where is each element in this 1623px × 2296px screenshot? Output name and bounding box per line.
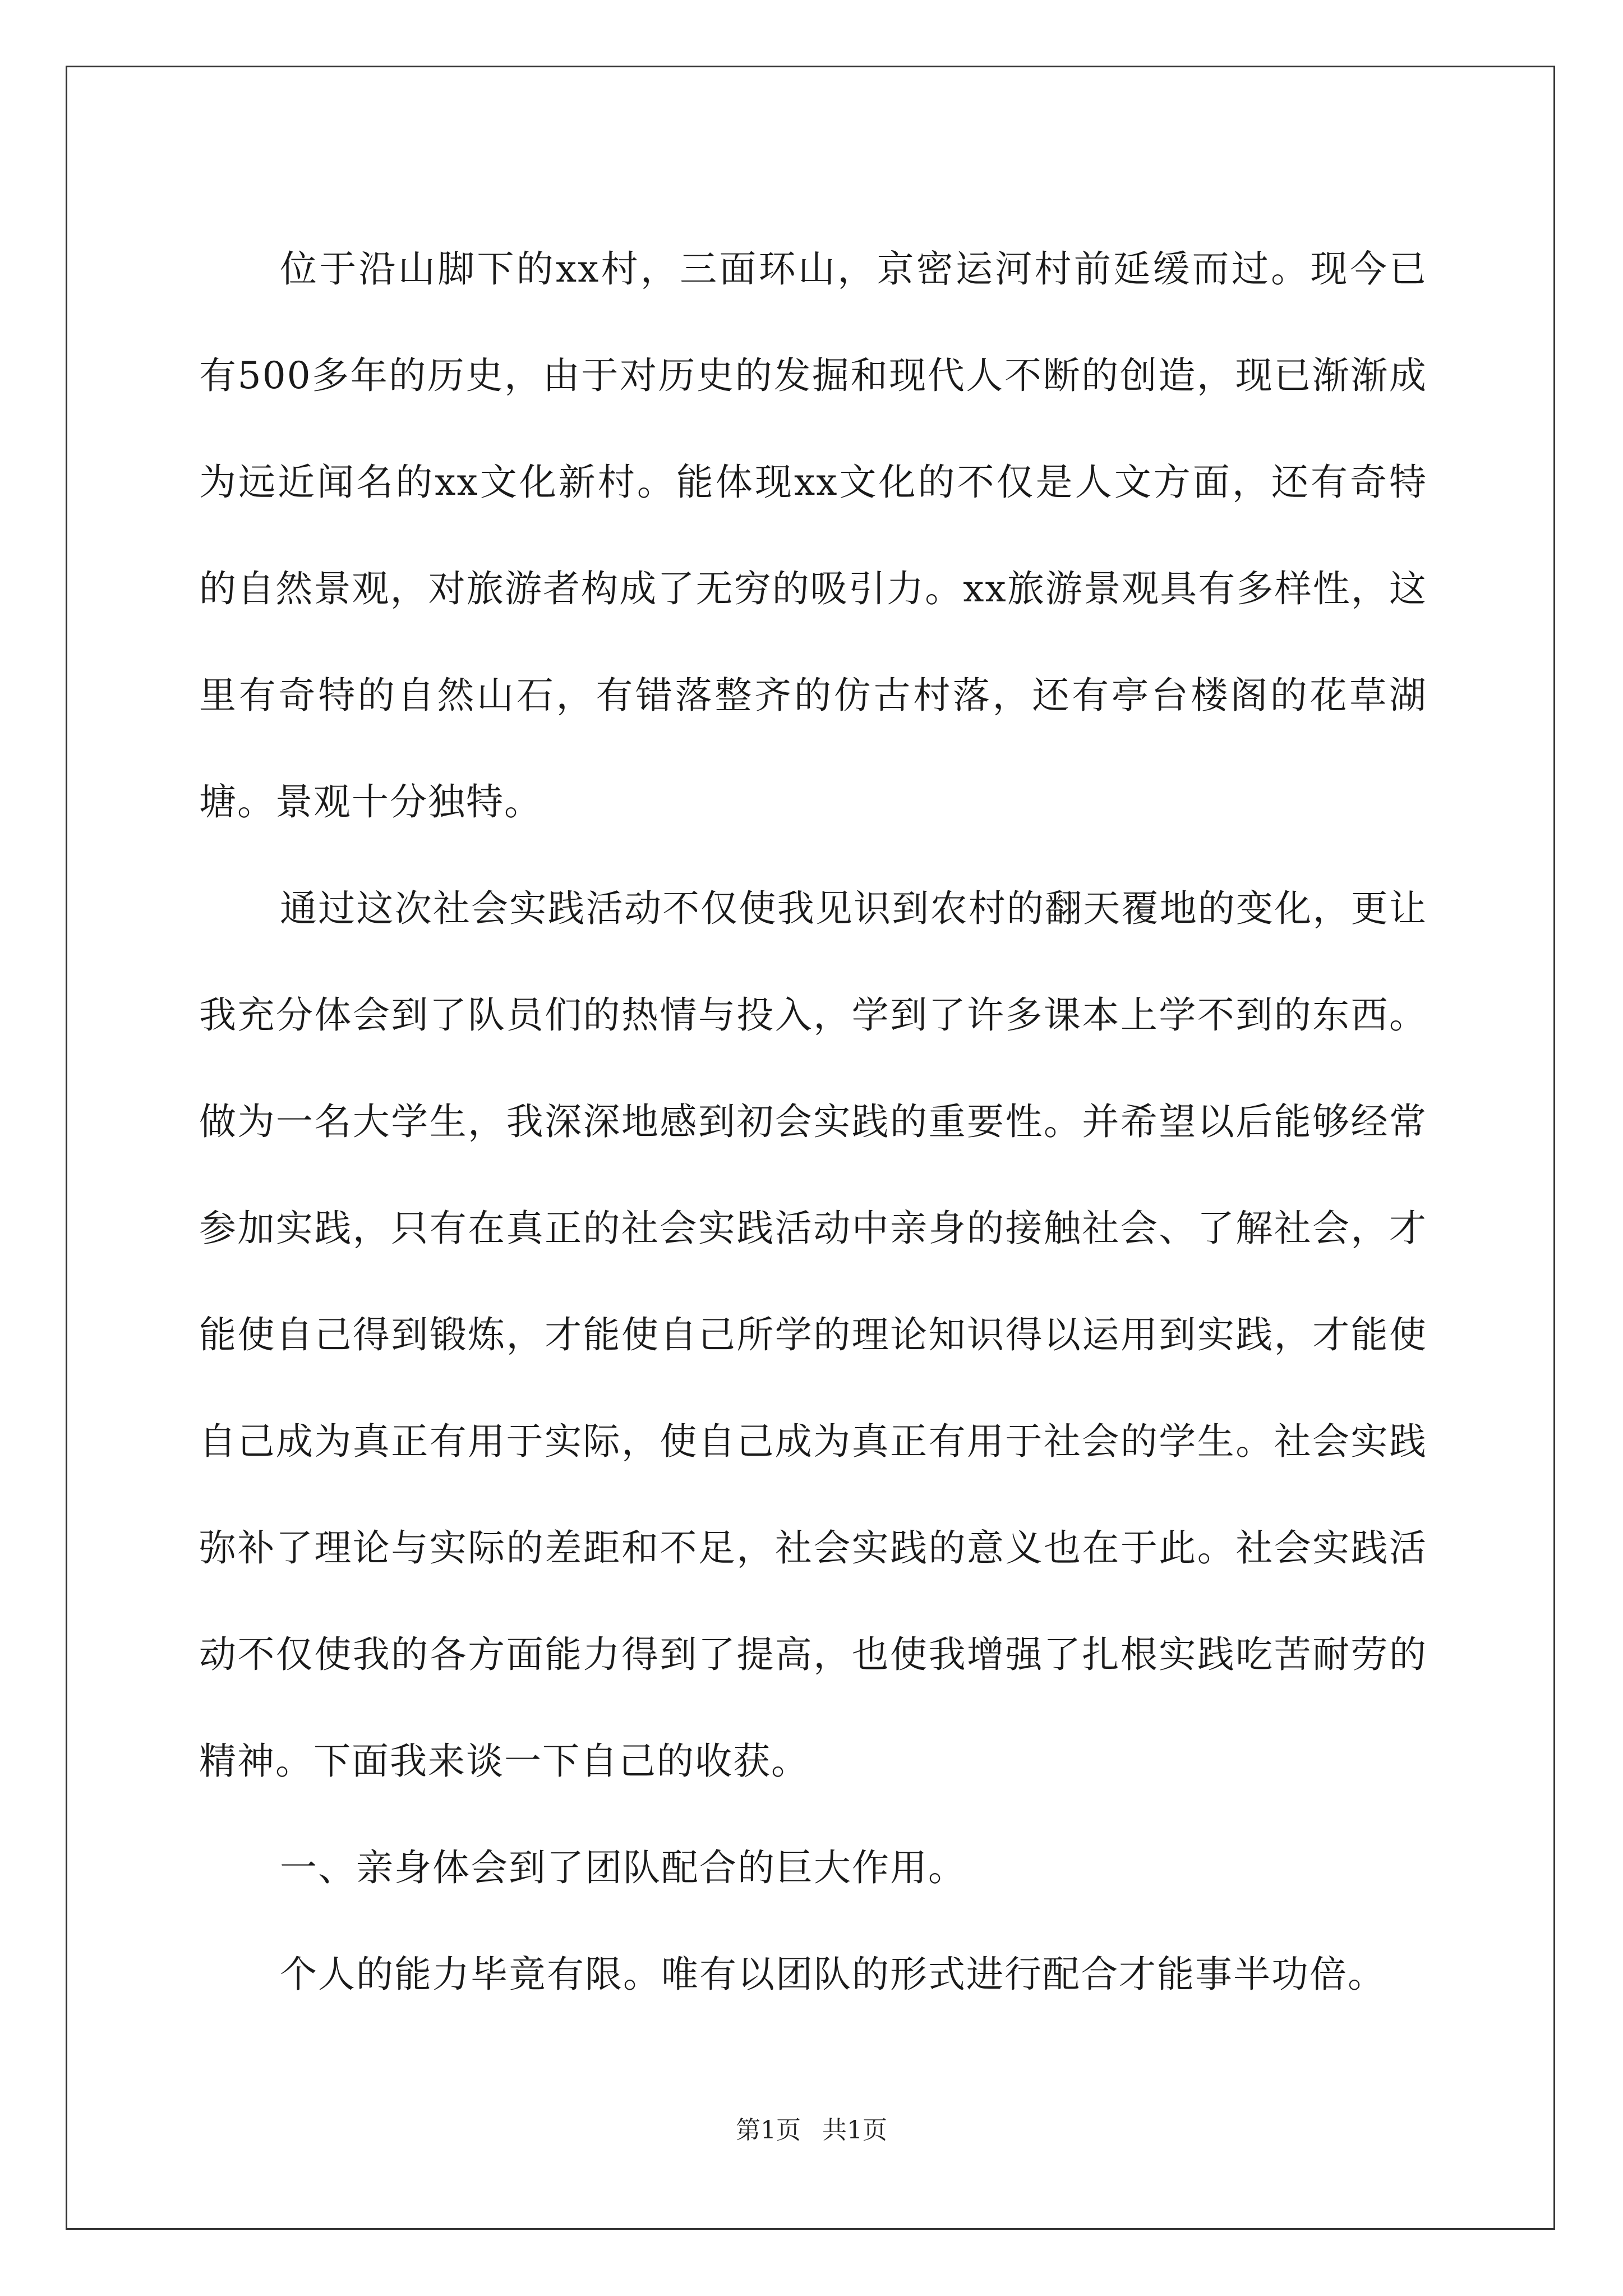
page-footer xyxy=(0,2114,1623,2147)
paragraph-intro: 位于沿山脚下的xx村，三面环山，京密运河村前延缓而过。现今已有500多年的历史，由于对历史的发掘和现代人不断的创造，现已渐渐成为远近闻名的xx文化新村。能体现xx文化的不仅是人文方面，还有奇特的自然景观，对旅游者构成了无穷的吸引力。xx旅游景观具有多样性，这里有奇特的自然山石，有错落整齐的仿古村落，还有亭台楼阁的花草湖塘。景观十分独特。 xyxy=(199,247,1427,823)
page-total: 共1页 xyxy=(822,2116,887,2145)
section-heading: 一、亲身体会到了团队配合的巨大作用。 xyxy=(280,1846,966,1889)
paragraph-practice: 通过这次社会实践活动不仅使我见识到农村的翻天覆地的变化，更让我充分体会到了队员们的热情与投入，学到了许多课本上学不到的东西。做为一名大学生，我深深地感到初会实践的重要性。并希望以后能够经常参加实践，只有在真正的社会实践活动中亲身的接触社会、了解社会，才能使自己得到锻炼，才能使自己所学的理论知识得以运用到实践，才能使自己成为真正有用于实际，使自己成为真正有用于社会的学生。社会实践弥补了理论与实际的差距和不足，社会实践的意义也在于此。社会实践活动不仅使我的各方面能力得到了提高，也使我增强了扎根实践吃苦耐劳的精神。下面我来谈一下自己的收获。 xyxy=(199,887,1427,1783)
document-body xyxy=(199,216,1427,2028)
paragraph-teamwork: 个人的能力毕竟有限。唯有以团队的形式进行配合才能事半功倍。 xyxy=(280,1953,1386,1996)
page-number: 第1页 xyxy=(736,2116,801,2145)
